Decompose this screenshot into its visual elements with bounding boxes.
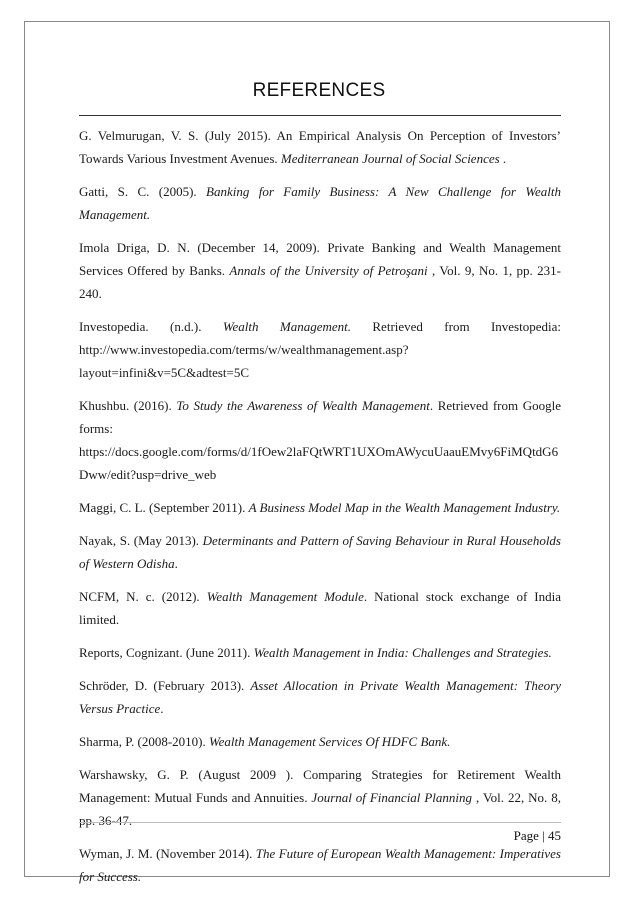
reference-authors: Nayak, S. (May 2013). <box>79 533 203 548</box>
reference-authors: Investopedia. (n.d.). <box>79 319 223 334</box>
reference-title: The Future of European Wealth Management: Imperatives for Success. <box>79 846 561 884</box>
reference-item <box>79 236 561 305</box>
reference-item <box>79 674 561 720</box>
reference-title: Annals of the University of Petroşani <box>229 263 428 278</box>
reference-title: Banking for Family Business: A New Challenge for Wealth Management. <box>79 184 561 222</box>
reference-details: . Retrieved from Google forms: https://docs.google.com/forms/d/1fOew2laFQtWRT1UXOmAWycuUaauEMvy6FiMQtdG6Dww/edit?usp=drive_web <box>79 398 562 482</box>
reference-item <box>79 180 561 226</box>
reference-title: Journal of Financial Planning <box>311 790 473 805</box>
reference-title: Asset Allocation in Private Wealth Management: Theory Versus Practice <box>79 678 561 716</box>
reference-item <box>79 394 561 486</box>
reference-item <box>79 730 561 753</box>
reference-title: To Study the Awareness of Wealth Management <box>176 398 430 413</box>
reference-authors: Sharma, P. (2008-2010). <box>79 734 209 749</box>
reference-item <box>79 842 561 888</box>
reference-item <box>79 496 561 519</box>
reference-title: Determinants and Pattern of Saving Behaviour in Rural Households of Western Odisha <box>79 533 561 571</box>
reference-authors: Warshawsky, G. P. (August 2009 ). Comparing Strategies for Retirement Wealth Management: Mutual Funds and Annuities. <box>79 767 561 805</box>
reference-details: . <box>499 151 507 166</box>
reference-item <box>79 124 561 170</box>
reference-authors: Reports, Cognizant. (June 2011). <box>79 645 254 660</box>
page-title: REFERENCES <box>252 80 386 101</box>
reference-authors: Wyman, J. M. (November 2014). <box>79 846 256 861</box>
reference-authors: G. Velmurugan, V. S. (July 2015). An Empirical Analysis On Perception of Investors’ Towards Various Investment Avenues. <box>79 128 561 166</box>
footer-rule <box>79 822 561 823</box>
reference-title: Mediterranean Journal of Social Sciences <box>280 151 500 166</box>
reference-item <box>79 641 561 664</box>
reference-item <box>79 585 561 631</box>
title-underline <box>79 115 561 116</box>
reference-authors: NCFM, N. c. (2012). <box>79 589 207 604</box>
reference-details: , Vol. 22, No. 8, pp. 36-47. <box>79 790 562 828</box>
reference-title: Wealth Management in India: Challenges and Strategies. <box>253 645 552 660</box>
reference-item <box>79 315 561 384</box>
reference-title: Wealth Management. <box>222 319 351 334</box>
reference-title: Wealth Management Module <box>206 589 364 604</box>
reference-details: . National stock exchange of India limited. <box>79 589 561 627</box>
reference-authors: Maggi, C. L. (September 2011). <box>79 500 249 515</box>
page-number: Page | 45 <box>513 828 561 843</box>
reference-authors: Imola Driga, D. N. (December 14, 2009). Private Banking and Wealth Management Services Offered by Banks. <box>79 240 561 278</box>
reference-details: , Vol. 9, No. 1, pp. 231-240. <box>79 263 561 301</box>
reference-authors: Khushbu. (2016). <box>79 398 177 413</box>
reference-list <box>79 124 561 898</box>
reference-details: . <box>174 556 178 571</box>
reference-details: Retrieved from Investopedia: http://www.investopedia.com/terms/w/wealthmanagement.asp?layout=infini&v=5C&adtest=5C <box>79 319 561 380</box>
reference-item <box>79 529 561 575</box>
reference-authors: Gatti, S. C. (2005). <box>79 184 207 199</box>
reference-title: A Business Model Map in the Wealth Management Industry. <box>248 500 561 515</box>
reference-details: . <box>160 701 164 716</box>
reference-title: Wealth Management Services Of HDFC Bank. <box>209 734 451 749</box>
reference-authors: Schröder, D. (February 2013). <box>79 678 251 693</box>
